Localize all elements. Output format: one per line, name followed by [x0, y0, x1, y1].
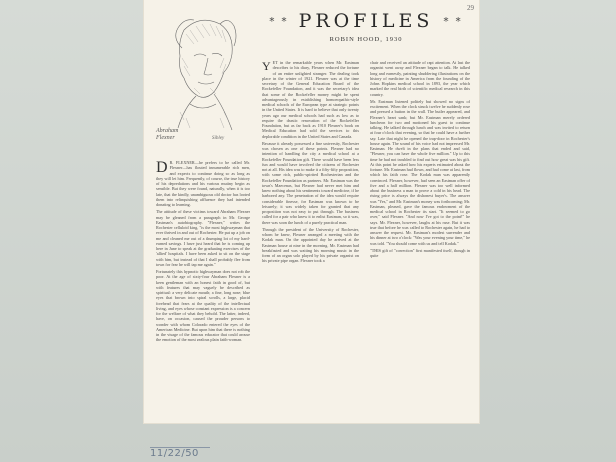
paragraph: Through the president of the University of Rochester, whom he knew, Flexner arranged a meeting with the Kodak man. On the appointed day he arrived at the Eastman house at nine in the morning. Mr. Eastman had breakfasted and was waiting his morning music in the form of an organ solo played by his private organist on his private pipe organ. Flexner took a: [262, 226, 359, 264]
portrait-caption: [156, 128, 200, 142]
paragraph: "THIS gift of "correction" first manifested itself, though in quite: [370, 247, 470, 258]
drop-cap: Y: [262, 60, 271, 73]
page-number: 29: [467, 4, 474, 12]
title-stars-left: * *: [269, 16, 289, 28]
title-stars-right: * *: [443, 16, 463, 28]
paragraph: chair and received an attitude of rapt attention. At last the organist went away and Flexner began to talk. He talked long and earnestly, painting shuddering illustrations on the history of medicine in America from the founding of the Johns Hopkins medical school in 1893, the year which marked the real birth of scientific medical research in this country.: [370, 60, 470, 97]
caption-line-1: Abraham: [156, 128, 179, 134]
portrait-illustration: [154, 8, 246, 148]
text-column-2: [262, 60, 359, 420]
paragraph: [156, 160, 250, 207]
byline: ROBIN HOOD, 1930: [329, 36, 403, 43]
paragraph: Because it already possessed a fine university, Rochester was chosen as one of these points. Flexner had no intention of handling the city a medical school at a Rockefeller Foundation gift. There would have been less fun and would have involved the citizens of Rochester not at all. His idea was to make it a fifty-fifty proposition, with some rich, public-spirited Rochesterian and the Rockefeller Foundation as partners. Mr. Eastman was the town's Maecenas, but Flexner had never met him and knew nothing about his sentiments toward medicine, if he harbored any. The penetration of the idea would require considerable finesse, for Eastman was known to be leisurely; it was widely taken for granted that any proposition was not easy to put through. The business called for a pair who knew it to enlist Eastman, so it was, there was soon the lunch of a purely practical man.: [262, 140, 359, 225]
magazine-page: [144, 0, 479, 423]
paragraph: The attitude of these victims toward Abraham Flexner may be gleaned from a paragraph in Mr. George Eastman's autobiography. "Flexner," writes the Rochester celluloid king, "is the most highwayman that ever thrived in and out of Rochester. He put up a job on me and cleaned me out of a thumping lot of my hard-earned savings. I have just heard that he is coming up here in June to speak at the graduating exercises of the 'allied' hospitals. I have been asked to sit on the stage with him, but instead of that I shall probably flee from town for fear he will tap me again.": [156, 209, 250, 267]
paragraph-text: R. FLEXNER—he prefers to be called Mr. Flexner—has flouted innumerable rich men, and expects to continue doing so as long as they will let him. Frequently, of course, the true history of his depredations and his various mutiny begin as sensible. But they were found, naturally, when it is too late, that the kindly, unambiguous old doctor has looted them into relinquishing affluence they had intended donating to learning.: [156, 160, 250, 207]
paragraph: [262, 60, 359, 139]
artist-signature: Sibley: [212, 136, 225, 141]
handwritten-date-note: 11/22/50: [150, 448, 199, 459]
drop-cap: D: [156, 160, 168, 176]
paragraph: Mr. Eastman listened politely but showed no signs of excitement. When the clock struck twelve he suddenly rose and pressed a button in the wall. The butler appeared, and Flexner's heart sank; but Mr. Eastman merely ordered luncheon for two and motioned his guest to continue talking. He talked through lunch and was invited to return at four o'clock that evening, so that he could have a further say. Late that night he opened the trap-door in Rochester's house again. The sound of his voice had not impressed Mr. Eastman. He dwelt in the plans that ended and said, "Flexner, you can have the whole five million." Up to this time he had not troubled to find out how great was his gift. At this point he asked how his experts estimated about the fortune. Mr. Eastman had flown, and had come at last, from which his faith rose. The Kodak man was apparently convinced. Flexner, however, had seen an Eastman offer of five and a half million. Flexner was too well informed about the business a man to prove a cold in his head. The rising price is always the dishonest buyer's. The answer was "Yes," and Mr. Eastman's money was forthcoming; Mr. Eastman, pleased, gave the famous endowment of the medical school in Rochester its start. "It seemed to go over," said Flexner. "And now I've got to the point!" he says. Mr. Flexner, however, laughs at his ruse. But it was true that before he was called to Rochester again, he had to answer the request. Mr. Eastman's modest surrender and his dinner at two o'clock: "Was your evening your time," he was told. "You should come with us and tell Kodak.": [370, 98, 470, 246]
paragraph: Fortunately this hypnotic highwayman does not rob the poor. At the age of sixty-four Abraham Flexner is a keen gentleman with an honest faith in good of, but with features that may vaguely be described as spiritual: a very delicate mouth; a fine, long nose; blue eyes that brown into spiral scrolls, a large, placid forehead that fears at the quality of the intellectual living, and eyes whose constant expression is a concern for the welfare of what they behold. The latter, indeed, have, on occasion, caused the prouder persons to wonder with whom Colorado entered the eyes of the American Medicine. But upon him that there is nothing in the visage of the famous educator that could arouse the emotion of the most zealous plain faith-woman.: [156, 269, 250, 343]
text-column-1: [156, 160, 250, 420]
caption-line-2: Flexner: [156, 135, 175, 141]
paragraph-text: ET in the remarkable years when Mr. Eastman describes to his diary, Flexner reduced the fortune of an entire unlighted stranger. The dealing took place in the winter of 1921. Flexner was at the time secretary of the General Education Board of the Rockefeller Foundation, and it was the secretary's idea that some of the Rockefeller money might be spent advantageously in establishing homoeopathic-style medical schools of the European type at strategic points in the United States. It is hard to believe that only twenty years ago our medical schools had such as low as to require the drastic renovation of the Rockefeller Foundation, but as far back as 1910 Flexner's book on Medical Education had sold the services to this deplorable condition in the United States and Canada.: [262, 60, 359, 139]
title-text: PROFILES: [298, 10, 434, 32]
article-title: [256, 10, 476, 32]
text-column-3: [370, 60, 470, 420]
